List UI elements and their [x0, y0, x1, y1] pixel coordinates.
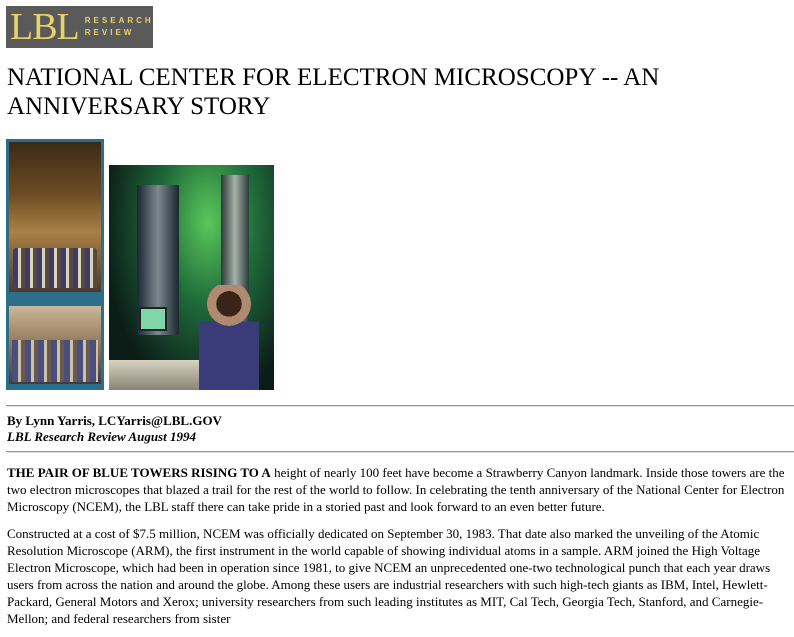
logo-line-research: RESEARCH	[84, 16, 154, 25]
logo-line-review: REVIEW	[84, 28, 135, 37]
photo-lower-group	[9, 306, 101, 384]
publication-line: LBL Research Review August 1994	[7, 429, 196, 444]
towers-group-photo	[6, 139, 104, 390]
microscope-operator-photo	[109, 165, 274, 390]
photo-upper-group	[9, 142, 101, 292]
lbl-research-review-logo[interactable]	[6, 6, 153, 48]
monitor-screen	[139, 307, 167, 331]
photo-people-row	[13, 248, 97, 288]
logo-side-text	[85, 15, 154, 39]
article-body	[7, 464, 790, 637]
photo-divider	[9, 292, 101, 306]
paragraph-2: Constructed at a cost of $7.5 million, NCEM was officially dedicated on September 30, 1983. That date also marked the unveiling of the Atomic Resolution Microscope (ARM), the first instrument in the world capable of showing individual atoms in a sample. ARM joined the High Voltage Electron Microscope, which had been in operation since 1981, to give NCEM an unprecedented one-two technological punch that each year draws users from across the nation and around the globe. Among these users are industrial researchers with such high-tech giants as IBM, Intel, Hewlett-Packard, General Motors and Xerox; university researchers from such leading institutes as MIT, Cal Tech, Georgia Tech, Stanford, and Carnegie-Mellon; and federal researchers from sister	[7, 526, 771, 626]
divider-bottom	[6, 451, 794, 453]
logo-main-text: LBL	[10, 6, 79, 48]
byline	[7, 413, 787, 445]
article-title: NATIONAL CENTER FOR ELECTRON MICROSCOPY -- AN ANNIVERSARY STORY	[7, 64, 660, 120]
paragraph-1	[7, 464, 790, 515]
operator-figure	[199, 285, 259, 390]
paragraph-1-lead: THE PAIR OF BLUE TOWERS RISING TO A	[7, 465, 271, 480]
photo-people-row	[12, 340, 98, 382]
author-line: By Lynn Yarris, LCYarris@LBL.GOV	[7, 413, 222, 428]
paragraph-1-text: height of nearly 100 feet have become a Strawberry Canyon landmark. Inside those towers are the two electron microscopes that blazed a trail for the rest of the world to follow. In celebrating the tenth anniversary of the National Center for Electron Microscopy (NCEM), the LBL staff there can take pride in a storied past and look forward to an even better future.	[7, 465, 785, 514]
divider-top	[6, 405, 794, 407]
